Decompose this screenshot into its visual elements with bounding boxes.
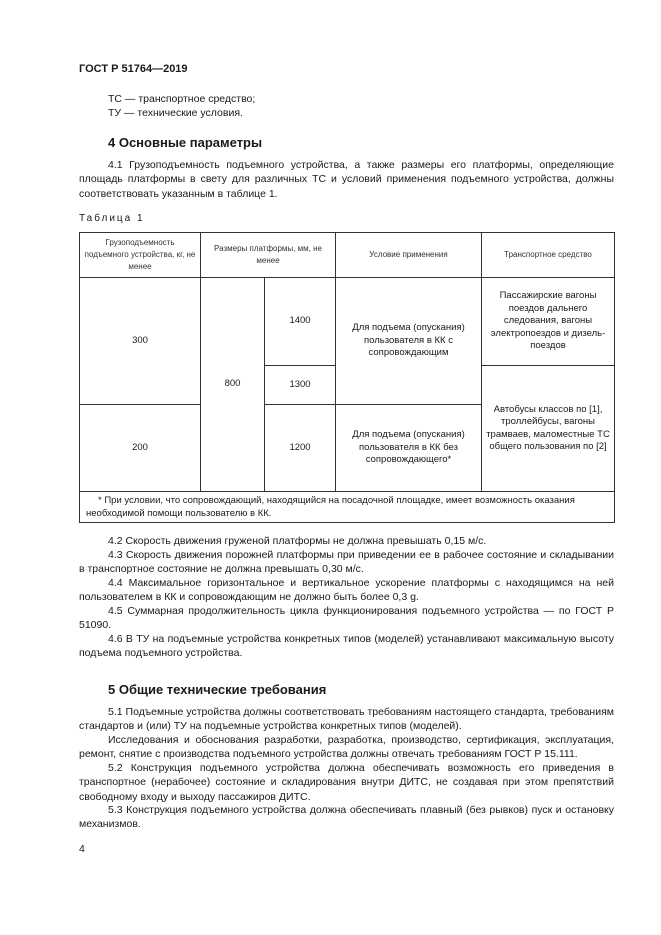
section-5-title: 5 Общие технические требования [108, 682, 327, 697]
table-footnote-text: * При условии, что сопровождающий, находящийся на посадочной площадке, имеет возможность оказания необходимой помощи пользователю в КК. [86, 495, 575, 519]
paragraph-5-2 [79, 761, 614, 804]
table-1 [79, 232, 615, 523]
cell-length-1200: 1200 [265, 405, 336, 492]
page-number: 4 [79, 843, 85, 855]
paragraph-5-3-text: 5.3 Конструкция подъемного устройства должна обеспечивать плавный (без рывков) пуск и остановку механизмов. [79, 804, 614, 831]
paragraph-4-1 [79, 158, 614, 201]
table-header-row [80, 233, 615, 278]
paragraph-5-3 [79, 803, 614, 832]
paragraph-4-3 [79, 548, 614, 577]
cell-width-800: 800 [201, 278, 265, 492]
table-footnote-row [80, 492, 615, 523]
document-header: ГОСТ Р 51764—2019 [79, 63, 188, 75]
table-footnote [80, 492, 615, 523]
table-caption: Таблица 1 [79, 213, 145, 224]
header-platform-size: Размеры платформы, мм, не менее [201, 233, 336, 278]
cell-vehicle-road: Автобусы классов по [1], троллейбусы, вагоны трамваев, маломестные ТС общего пользования по [2] [482, 366, 615, 492]
paragraph-5-1-text: 5.1 Подъемные устройства должны соответствовать требованиям настоящего стандарта, требованиям стандартов и (или) ТУ на подъемные устройства конкретных типов (моделей). [79, 706, 614, 733]
paragraph-4-2 [79, 534, 614, 548]
cell-capacity-200: 200 [80, 405, 201, 492]
cell-length-1400: 1400 [265, 278, 336, 366]
paragraph-4-5-text: 4.5 Суммарная продолжительность цикла функционирования подъемного устройства — по ГОСТ Р 51090. [79, 605, 614, 632]
cell-length-1300: 1300 [265, 366, 336, 405]
cell-capacity-300: 300 [80, 278, 201, 405]
paragraph-5-1 [79, 705, 614, 734]
paragraph-5-1-continued-text: Исследования и обоснования разработки, разработка, производство, сертификация, эксплуатация, ремонт, снятие с производства подъемного устройства должны отвечать требованиям ГОСТ Р 15.111. [79, 734, 614, 761]
paragraph-4-6-text: 4.6 В ТУ на подъемные устройства конкретных типов (моделей) устанавливают максимальную высоту подъема подъемного устройства. [79, 633, 614, 660]
paragraph-4-5 [79, 604, 614, 633]
paragraph-4-4 [79, 576, 614, 605]
cell-condition-unaccompanied: Для подъема (опускания) пользователя в КК без сопровождающего* [336, 405, 482, 492]
paragraph-5-2-text: 5.2 Конструкция подъемного устройства должна обеспечивать возможность его приведения в транспортное (нерабочее) состояние и складирования внутри ДИТС, не создавая при этом препятствий свободному входу и выходу пассажиров ДИТС. [79, 762, 614, 803]
cell-vehicle-rail: Пассажирские вагоны поездов дальнего следования, вагоны электропоездов и дизель-поездов [482, 278, 615, 366]
header-vehicle: Транспортное средство [482, 233, 615, 278]
cell-condition-accompanied: Для подъема (опускания) пользователя в КК с сопровождающим [336, 278, 482, 405]
paragraph-4-1-text: 4.1 Грузоподъемность подъемного устройства, а также размеры его платформы, определяющие площадь платформы в свету для различных ТС и условий применения подъемного устройства, должны соответствовать указанным в таблице 1. [79, 159, 614, 200]
paragraph-4-6 [79, 632, 614, 661]
paragraph-4-3-text: 4.3 Скорость движения порожней платформы при приведении ее в рабочее состояние и складывании в транспортное состояние не должна превышать 0,30 м/с. [79, 549, 614, 576]
abbreviation-tu: ТУ — технические условия. [108, 107, 243, 119]
header-capacity: Грузоподъемность подъемного устройства, кг, не менее [80, 233, 201, 278]
paragraph-4-2-text: 4.2 Скорость движения груженой платформы не должна превышать 0,15 м/с. [108, 535, 487, 547]
table-row [80, 278, 615, 366]
header-condition: Условие применения [336, 233, 482, 278]
abbreviation-ts: ТС — транспортное средство; [108, 93, 256, 105]
section-4-title: 4 Основные параметры [108, 135, 263, 150]
paragraph-5-1-continued [79, 733, 614, 762]
paragraph-4-4-text: 4.4 Максимальное горизонтальное и вертикальное ускорение платформы с находящимся на ней пользователем в КК и сопровождающим не должно быть более 0,3 g. [79, 577, 614, 604]
